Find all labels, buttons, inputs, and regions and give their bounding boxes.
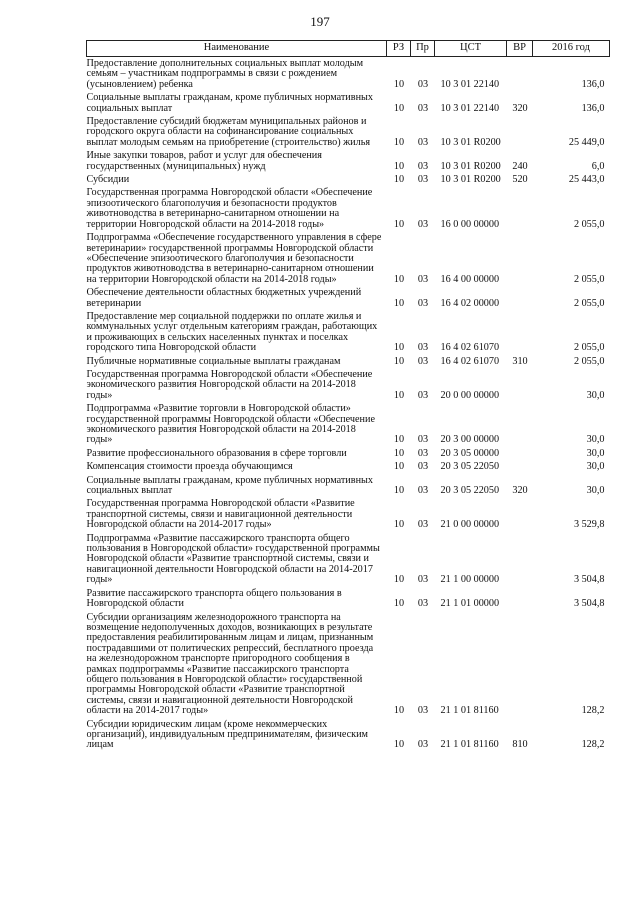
cell-rz: 10 (393, 705, 405, 717)
cell-vr: 310 (512, 355, 528, 367)
table-row (87, 173, 610, 186)
table-row (87, 611, 610, 718)
cell-amount: 30,0 (586, 485, 605, 497)
table-row (87, 231, 610, 286)
cell-vr (507, 402, 533, 447)
cell-cst: 16 4 02 61070 (440, 355, 500, 367)
cell-pr: 03 (417, 485, 429, 497)
cell-rz: 10 (393, 447, 405, 459)
cell-rz: 10 (393, 355, 405, 367)
cell-rz: 10 (393, 297, 405, 309)
cell-amount: 30,0 (586, 447, 605, 459)
cell-cst: 20 3 05 22050 (440, 485, 500, 497)
cell-name: Социальные выплаты гражданам, кроме публичных нормативных социальных выплат (86, 474, 373, 497)
cell-vr (507, 231, 533, 286)
cell-name: Развитие пассажирского транспорта общего пользования в Новгородской области (86, 587, 342, 610)
cell-pr: 03 (417, 102, 429, 114)
cell-cst: 21 1 01 81160 (440, 739, 499, 751)
cell-pr: 03 (417, 136, 429, 148)
cell-vr (507, 497, 533, 531)
cell-rz: 10 (393, 273, 405, 285)
cell-rz: 10 (393, 598, 405, 610)
cell-amount: 3 504,8 (573, 574, 605, 586)
cell-pr: 03 (417, 78, 429, 90)
cell-cst: 21 1 01 81160 (440, 705, 499, 717)
header-year: 2016 год (533, 41, 610, 57)
cell-amount: 30,0 (586, 434, 605, 446)
cell-amount: 136,0 (581, 102, 605, 114)
table-row (87, 149, 610, 173)
cell-vr: 810 (512, 739, 528, 751)
cell-name: Подпрограмма «Обеспечение государственного управления в сфере ветеринарии» государственной программы Новгородской области «Обеспечение эпизоотического благополучия и безопасности продуктов животноводства в ветеринарно-санитарном отношении на территории Новгородской области на 2014-2018 годы» (86, 232, 382, 285)
cell-name: Иные закупки товаров, работ и услуг для обеспечения государственных (муниципальных) нужд (86, 150, 322, 172)
header-cst: ЦСТ (435, 41, 507, 57)
cell-pr: 03 (417, 297, 429, 309)
cell-vr: 240 (512, 160, 528, 172)
cell-vr (507, 57, 533, 92)
cell-name: Государственная программа Новгородской области «Развитие транспортной системы, связи и навигационной деятельности Новгородской области на 2014-2017 годы» (86, 498, 355, 531)
cell-vr (507, 368, 533, 402)
cell-vr (507, 611, 533, 718)
cell-pr: 03 (417, 389, 429, 401)
cell-cst: 20 3 05 00000 (440, 447, 500, 459)
cell-name: Предоставление дополнительных социальных выплат молодым семьям – участникам подпрограммы в связи с рождением (усыновлением) ребенка (86, 58, 364, 90)
cell-pr: 03 (417, 461, 429, 473)
table-header-row (87, 41, 610, 57)
cell-cst: 20 3 00 00000 (440, 434, 500, 446)
budget-table (86, 40, 610, 752)
cell-cst: 21 1 00 00000 (440, 574, 500, 586)
table-row (87, 57, 610, 92)
cell-amount: 128,2 (581, 705, 605, 717)
cell-name: Субсидии организациям железнодорожного транспорта на возмещение недополученных доходов, возникающих в результате предоставления реабилитированным лицам и лицам, признанным пострадавшими от политических репрессий, бесплатного проезда на железнодорожном транспорте пригородного сообщения в рамках подпрограммы «Развитие пассажирского транспорта общего пользования в Новгородской области» государственной программы Новгородской области «Развитие транспортной системы, связи и навигационной деятельности Новгородской области на 2014-2017 годы» (86, 611, 374, 717)
cell-name: Предоставление субсидий бюджетам муниципальных районов и городского округа области на софинансирование социальных выплат молодым семьям на приобретение (строительство) жилья (86, 116, 371, 148)
cell-amount: 3 529,8 (573, 519, 605, 531)
cell-pr: 03 (417, 574, 429, 586)
cell-vr: 520 (512, 174, 528, 186)
table-row (87, 368, 610, 402)
cell-vr (507, 286, 533, 310)
cell-amount: 25 443,0 (568, 174, 605, 186)
cell-rz: 10 (393, 519, 405, 531)
cell-name: Государственная программа Новгородской области «Обеспечение эпизоотического благополучия и безопасности продуктов животноводства в ветеринарно-санитарном отношении на территории Новгородской области на 2014-2018 годы» (86, 187, 373, 230)
cell-rz: 10 (393, 78, 405, 90)
cell-cst: 21 0 00 00000 (440, 519, 500, 531)
cell-cst: 20 0 00 00000 (440, 389, 500, 401)
cell-amount: 2 055,0 (573, 218, 605, 230)
cell-name: Подпрограмма «Развитие пассажирского транспорта общего пользования в Новгородской области» государственной программы Новгородской области «Развитие транспортной системы, связи и навигационной деятельности Новгородской области на 2014-2017 годы» (86, 532, 380, 586)
cell-name: Подпрограмма «Развитие торговли в Новгородской области» государственной программы Новгородской области «Обеспечение экономического развития Новгородской области на 2014-2018 годы» (86, 403, 375, 446)
cell-vr (507, 532, 533, 587)
cell-rz: 10 (393, 102, 405, 114)
cell-rz: 10 (393, 342, 405, 354)
table-row (87, 91, 610, 115)
table-row (87, 474, 610, 498)
cell-amount: 2 055,0 (573, 273, 605, 285)
table-row (87, 447, 610, 460)
table-row (87, 310, 610, 355)
cell-amount: 136,0 (581, 78, 605, 90)
cell-pr: 03 (417, 218, 429, 230)
cell-cst: 21 1 01 00000 (440, 598, 500, 610)
table-row (87, 718, 610, 752)
cell-cst: 16 4 02 61070 (440, 342, 500, 354)
cell-amount: 30,0 (586, 461, 605, 473)
cell-name: Развитие профессионального образования в сфере торговли (86, 447, 347, 459)
cell-pr: 03 (417, 519, 429, 531)
cell-vr (507, 460, 533, 473)
table-row (87, 286, 610, 310)
cell-name: Субсидии (86, 174, 130, 186)
cell-cst: 10 3 01 22140 (440, 78, 500, 90)
cell-cst: 20 3 05 22050 (440, 461, 500, 473)
cell-name: Государственная программа Новгородской области «Обеспечение экономического развития Новгородской области на 2014-2018 годы» (86, 368, 373, 401)
cell-pr: 03 (417, 174, 429, 186)
table-row (87, 587, 610, 611)
cell-rz: 10 (393, 136, 405, 148)
cell-cst: 10 3 01 22140 (440, 102, 500, 114)
table-row (87, 186, 610, 231)
table-row (87, 497, 610, 531)
cell-cst: 16 4 02 00000 (440, 297, 500, 309)
cell-cst: 16 0 00 00000 (440, 218, 500, 230)
cell-pr: 03 (417, 355, 429, 367)
cell-amount: 25 449,0 (568, 136, 605, 148)
cell-vr (507, 186, 533, 231)
table-row (87, 402, 610, 447)
page-number: 197 (310, 14, 330, 29)
cell-rz: 10 (393, 461, 405, 473)
cell-name: Обеспечение деятельности областных бюджетных учреждений ветеринарии (86, 287, 362, 309)
cell-pr: 03 (417, 447, 429, 459)
header-name: Наименование (87, 41, 387, 57)
cell-amount: 2 055,0 (573, 355, 605, 367)
cell-rz: 10 (393, 174, 405, 186)
cell-vr: 320 (512, 102, 528, 114)
cell-vr (507, 447, 533, 460)
cell-amount: 30,0 (586, 389, 605, 401)
cell-cst: 10 3 01 R0200 (440, 174, 501, 186)
cell-rz: 10 (393, 739, 405, 751)
table-body (87, 57, 610, 752)
cell-name: Компенсация стоимости проезда обучающимся (86, 461, 293, 473)
cell-pr: 03 (417, 739, 429, 751)
cell-vr (507, 310, 533, 355)
cell-amount: 3 504,8 (573, 598, 605, 610)
cell-amount: 128,2 (581, 739, 605, 751)
cell-pr: 03 (417, 598, 429, 610)
cell-pr: 03 (417, 434, 429, 446)
cell-name: Социальные выплаты гражданам, кроме публичных нормативных социальных выплат (86, 92, 373, 114)
cell-rz: 10 (393, 485, 405, 497)
cell-pr: 03 (417, 705, 429, 717)
cell-pr: 03 (417, 160, 429, 172)
header-rz: РЗ (387, 41, 411, 57)
cell-cst: 10 3 01 R0200 (440, 136, 501, 148)
cell-vr (507, 587, 533, 611)
table-row (87, 355, 610, 368)
cell-amount: 2 055,0 (573, 342, 605, 354)
cell-amount: 2 055,0 (573, 297, 605, 309)
header-vr: ВР (507, 41, 533, 57)
cell-name: Субсидии юридическим лицам (кроме некоммерческих организаций), индивидуальным предпринимателям, физическим лицам (86, 718, 368, 751)
table-row (87, 460, 610, 473)
cell-name: Публичные нормативные социальные выплаты гражданам (86, 355, 341, 367)
cell-pr: 03 (417, 342, 429, 354)
cell-rz: 10 (393, 434, 405, 446)
cell-vr (507, 115, 533, 149)
header-pr: Пр (411, 41, 435, 57)
cell-pr: 03 (417, 273, 429, 285)
table-row (87, 115, 610, 149)
cell-rz: 10 (393, 574, 405, 586)
cell-rz: 10 (393, 218, 405, 230)
cell-rz: 10 (393, 160, 405, 172)
cell-cst: 10 3 01 R0200 (440, 160, 501, 172)
cell-rz: 10 (393, 389, 405, 401)
cell-name: Предоставление мер социальной поддержки по оплате жилья и коммунальных услуг отдельным категориям граждан, работающих и проживающих в сельских населенных пунктах и поселках городского типа Новгородской области (86, 310, 378, 354)
cell-amount: 6,0 (591, 160, 605, 172)
cell-vr: 320 (512, 485, 528, 497)
cell-cst: 16 4 00 00000 (440, 273, 500, 285)
table-row (87, 532, 610, 587)
